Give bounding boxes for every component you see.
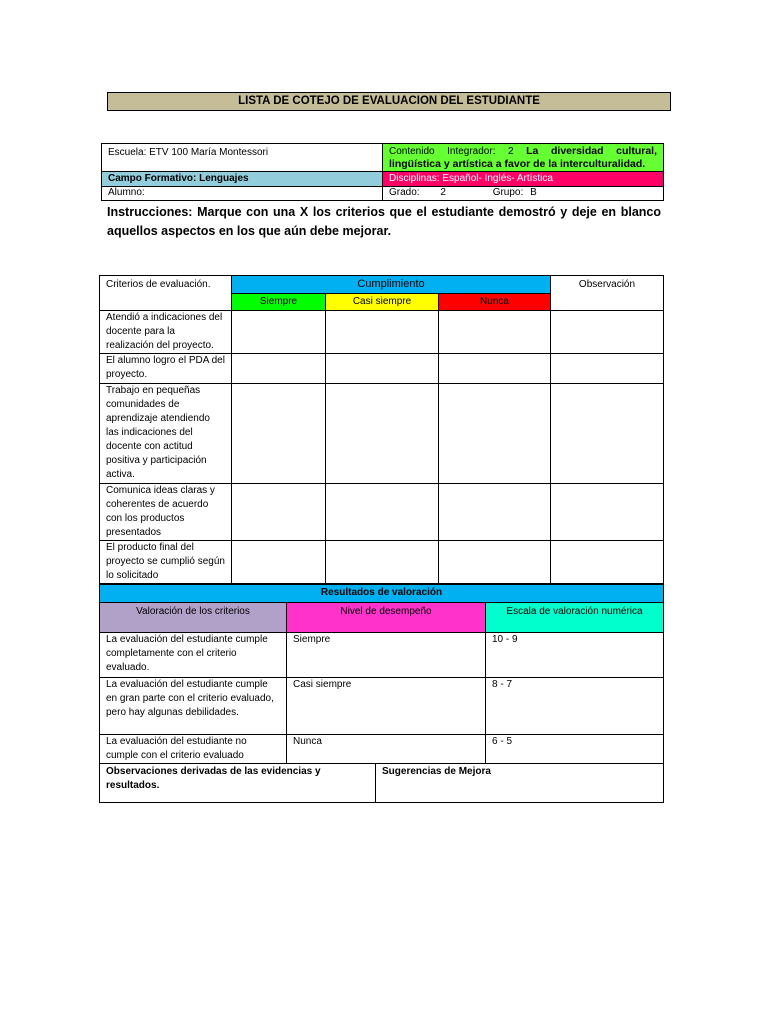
criterio-row-5: El producto final del proyecto se cumplió según lo solicitado (100, 541, 232, 584)
evaluation-table (99, 275, 664, 584)
observacion-cell-3[interactable] (551, 384, 664, 484)
nivel-value-2: Casi siempre (287, 678, 486, 735)
siempre-check-5[interactable] (232, 541, 326, 584)
observaciones-cell[interactable]: Observaciones derivadas de las evidencias y resultados. (100, 764, 376, 803)
escala-value-1: 10 - 9 (486, 633, 664, 678)
escala-value-2: 8 - 7 (486, 678, 664, 735)
observacion-cell-1[interactable] (551, 311, 664, 354)
results-table (99, 584, 664, 764)
contenido-cell (383, 144, 664, 172)
grado-value: 2 (440, 187, 446, 198)
nunca-check-4[interactable] (439, 484, 551, 541)
campo-cell: Campo Formativo: Lenguajes (102, 172, 383, 187)
siempre-header: Siempre (232, 294, 326, 311)
grupo-value: B (530, 187, 537, 198)
casi-siempre-check-5[interactable] (326, 541, 439, 584)
observacion-cell-2[interactable] (551, 354, 664, 384)
instructions: Instrucciones: Marque con una X los criterios que el estudiante demostró y deje en blanco aquellos aspectos en los que aún debe mejorar. (107, 205, 661, 238)
casi-siempre-check-4[interactable] (326, 484, 439, 541)
contenido-value: La diversidad cultural, lingüística y artística a favor de la interculturalidad. (389, 145, 658, 170)
grado-label: Grado: (389, 187, 420, 198)
document-title: LISTA DE COTEJO DE EVALUACION DEL ESTUDIANTE (107, 92, 671, 111)
casi-siempre-header: Casi siempre (326, 294, 439, 311)
disciplinas-cell: Disciplinas: Español- Inglés- Artística (383, 172, 664, 187)
valoracion-header: Valoración de los criterios (100, 603, 287, 633)
siempre-check-4[interactable] (232, 484, 326, 541)
grupo-label: Grupo: (492, 187, 524, 198)
criterios-header: Criterios de evaluación. (100, 276, 232, 311)
criterio-row-4: Comunica ideas claras y coherentes de acuerdo con los productos presentados (100, 484, 232, 541)
observacion-cell-5[interactable] (551, 541, 664, 584)
observacion-cell-4[interactable] (551, 484, 664, 541)
criterio-row-3: Trabajo en pequeñas comunidades de aprendizaje atendiendo las indicaciones del docente con actitud positiva y participación activa. (100, 384, 232, 484)
siempre-check-2[interactable] (232, 354, 326, 384)
valoracion-desc-3: La evaluación del estudiante no cumple con el criterio evaluado (100, 735, 287, 764)
casi-siempre-check-2[interactable] (326, 354, 439, 384)
nivel-value-3: Nunca (287, 735, 486, 764)
valoracion-desc-2: La evaluación del estudiante cumple en gran parte con el criterio evaluado, pero hay algunas debilidades. (100, 678, 287, 735)
grado-grupo-cell (383, 187, 664, 201)
criterio-row-1: Atendió a indicaciones del docente para la realización del proyecto. (100, 311, 232, 354)
contenido-label: Contenido Integrador: 2 (389, 146, 527, 157)
nunca-check-2[interactable] (439, 354, 551, 384)
nivel-value-1: Siempre (287, 633, 486, 678)
observacion-header: Observación (551, 276, 664, 311)
nunca-header: Nunca (439, 294, 551, 311)
escala-value-3: 6 - 5 (486, 735, 664, 764)
siempre-check-1[interactable] (232, 311, 326, 354)
info-table (101, 143, 664, 201)
nivel-header: Nivel de desempeño (287, 603, 486, 633)
siempre-check-3[interactable] (232, 384, 326, 484)
sugerencias-cell[interactable]: Sugerencias de Mejora (376, 764, 664, 803)
nunca-check-3[interactable] (439, 384, 551, 484)
alumno-cell: Alumno: (102, 187, 383, 201)
resultados-header: Resultados de valoración (100, 585, 664, 603)
nunca-check-5[interactable] (439, 541, 551, 584)
valoracion-desc-1: La evaluación del estudiante cumple completamente con el criterio evaluado. (100, 633, 287, 678)
casi-siempre-check-1[interactable] (326, 311, 439, 354)
escala-header: Escala de valoración numérica (486, 603, 664, 633)
nunca-check-1[interactable] (439, 311, 551, 354)
criterio-row-2: El alumno logro el PDA del proyecto. (100, 354, 232, 384)
footer-table (99, 763, 664, 803)
casi-siempre-check-3[interactable] (326, 384, 439, 484)
cumplimiento-header: Cumplimiento (232, 276, 551, 294)
escuela-cell: Escuela: ETV 100 María Montessori (102, 144, 383, 172)
